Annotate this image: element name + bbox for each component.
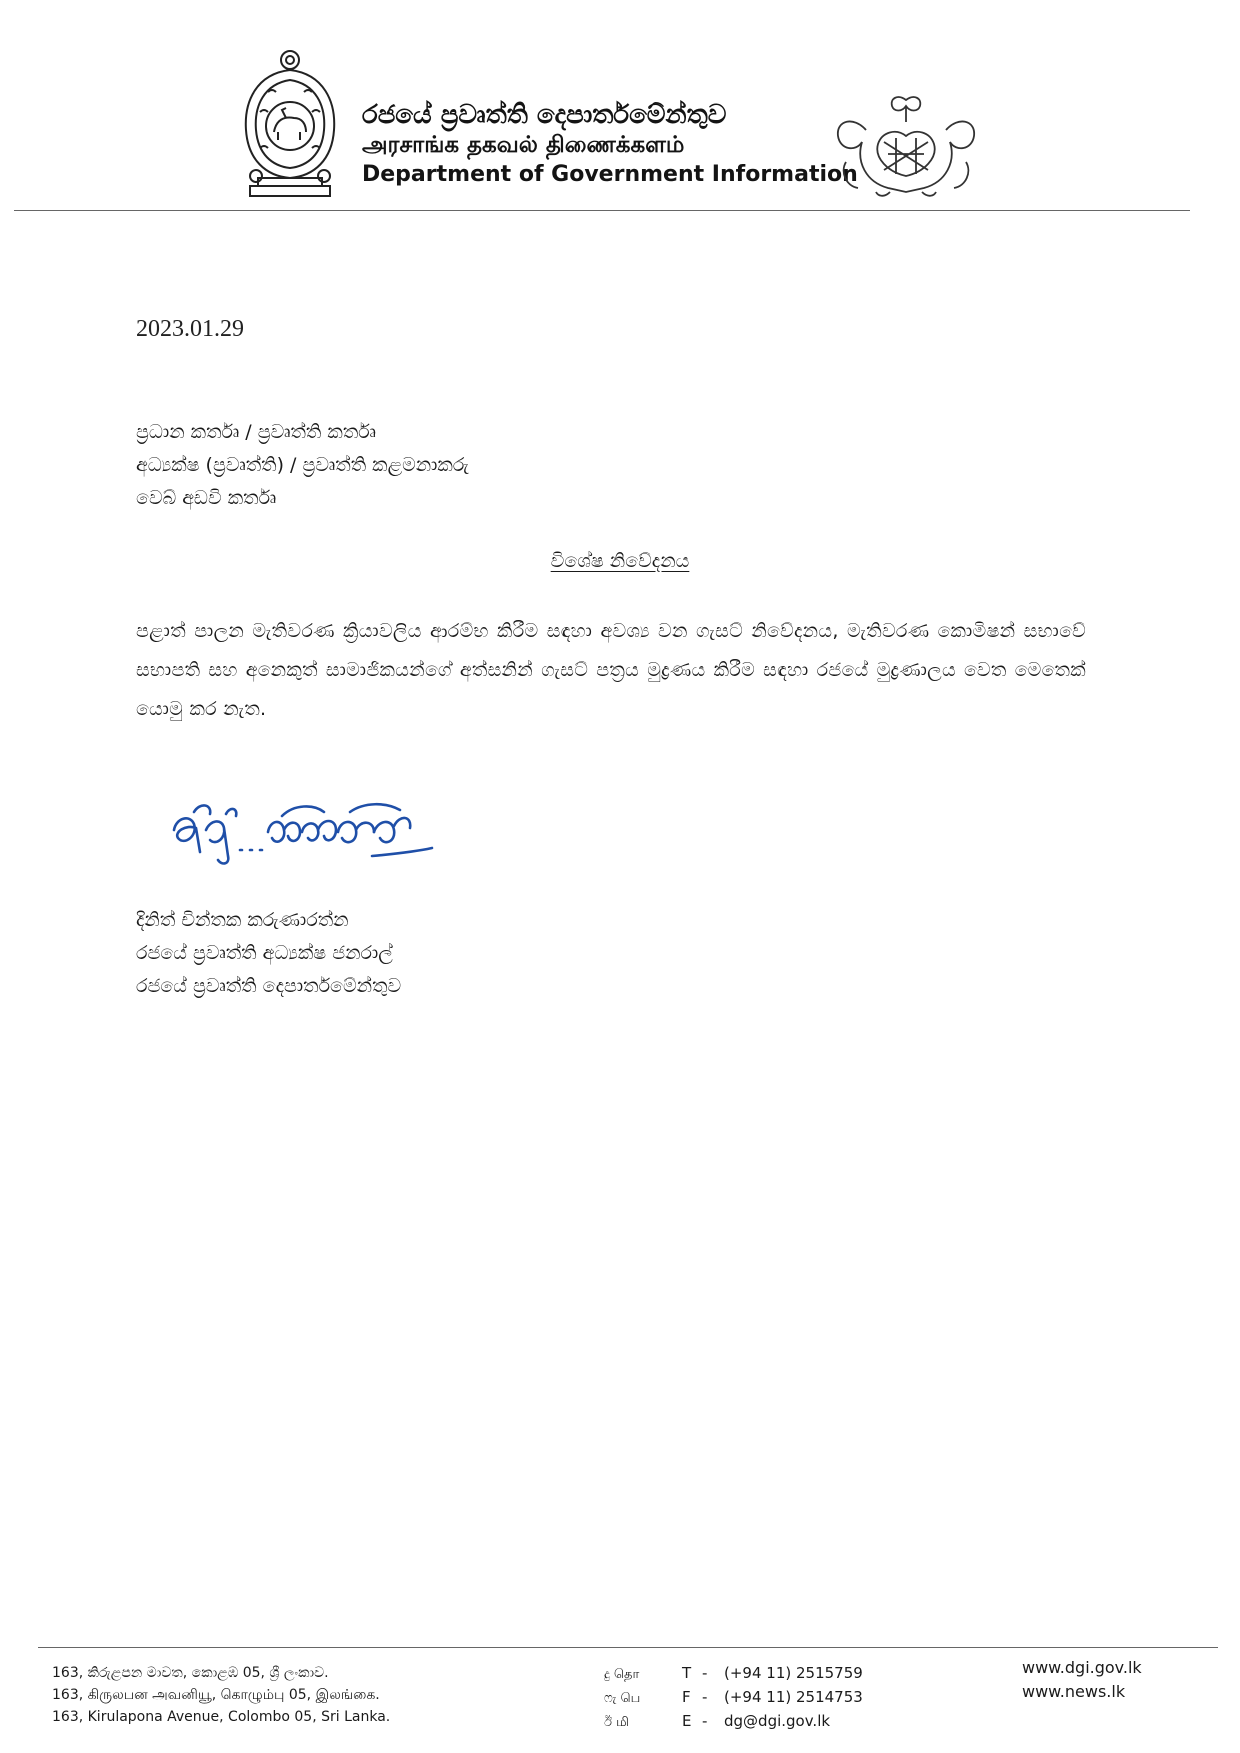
footer-contacts — [604, 1662, 863, 1734]
contact-letter: T — [682, 1664, 692, 1682]
signer-title: රජයේ ප්‍රවෘත්ති අධ්‍යක්ෂ ජනරාල් — [136, 942, 393, 964]
letter-date: 2023.01.29 — [136, 316, 244, 342]
fax-number: (+94 11) 2514753 — [724, 1688, 863, 1706]
email-address: dg@dgi.gov.lk — [724, 1712, 831, 1730]
department-name-english: Department of Government Information — [362, 162, 858, 187]
signer-name: දිනිත් චින්තක කරුණාරත්න — [136, 909, 349, 931]
contact-dash: - — [702, 1664, 708, 1682]
contact-label: ෆැ பெ — [604, 1691, 641, 1706]
footer-divider — [38, 1647, 1218, 1648]
subject-heading: විශේෂ නිවේදනය — [550, 550, 690, 572]
recipient-line: වෙබ් අඩවි කර්තෘ — [136, 487, 277, 509]
department-name-block — [362, 100, 858, 189]
swan-ornament-icon — [826, 92, 986, 200]
contact-row-telephone — [604, 1662, 863, 1686]
recipient-list — [136, 416, 469, 515]
recipient-line: ප්‍රධාන කර්තෘ / ප්‍රවෘත්ති කර්තෘ — [136, 421, 376, 443]
address-line-english: 163, Kirulapona Avenue, Colombo 05, Sri Lanka. — [52, 1709, 391, 1725]
subject-heading-container — [0, 550, 1240, 572]
sri-lanka-national-emblem-icon — [238, 48, 342, 200]
header-divider — [14, 210, 1190, 211]
contact-label: දු தொ — [604, 1667, 640, 1682]
contact-letter: E — [682, 1712, 692, 1730]
contact-letter: F — [682, 1688, 691, 1706]
website-link[interactable]: www.dgi.gov.lk — [1022, 1658, 1142, 1677]
contact-dash: - — [702, 1688, 708, 1706]
address-line-sinhala: 163, කිරුළපන මාවත, කොළඹ 05, ශ්‍රී ලංකාව. — [52, 1665, 329, 1681]
website-link[interactable]: www.news.lk — [1022, 1682, 1126, 1701]
address-line-tamil: 163, கிருலபன அவனியூ, கொழும்பு 05, இலங்கை. — [52, 1687, 380, 1703]
letter-body — [136, 612, 1086, 729]
recipient-line: අධ්‍යක්ෂ (ප්‍රවෘත්ති) / ප්‍රවෘත්ති කළමනාකරු — [136, 454, 469, 476]
telephone-number: (+94 11) 2515759 — [724, 1664, 863, 1682]
footer-address — [52, 1662, 390, 1728]
department-name-sinhala: රජයේ ප්‍රවෘත්ති දෙපාර්තමේන්තුව — [362, 100, 727, 130]
contact-row-email — [604, 1710, 863, 1734]
contact-row-fax — [604, 1686, 863, 1710]
contact-label: ඊ மி — [604, 1715, 629, 1730]
body-paragraph: පළාත් පාලන මැතිවරණ ක්‍රියාවලිය ආරම්භ කිරීම සඳහා අවශ්‍ය වන ගැසට් නිවේදනය, මැතිවරණ කොමිෂන් සභාවේ සභාපති සහ අනෙකුත් සාමාජිකයන්ගේ අත්සනින් ගැසට් පත්‍රය මුද්‍රණය කිරීම සඳහා රජයේ මුද්‍රණාලය වෙත මෙතෙක් යොමු කර නැත. — [136, 620, 1086, 720]
footer-websites — [1022, 1656, 1142, 1704]
handwritten-signature — [164, 790, 444, 880]
contact-dash: - — [702, 1712, 708, 1730]
signer-department: රජයේ ප්‍රවෘත්ති දෙපාර්තමේන්තුව — [136, 975, 402, 997]
signer-block — [136, 904, 401, 1003]
department-name-tamil: அரசாங்க தகவல் திணைக்களம் — [362, 132, 685, 158]
